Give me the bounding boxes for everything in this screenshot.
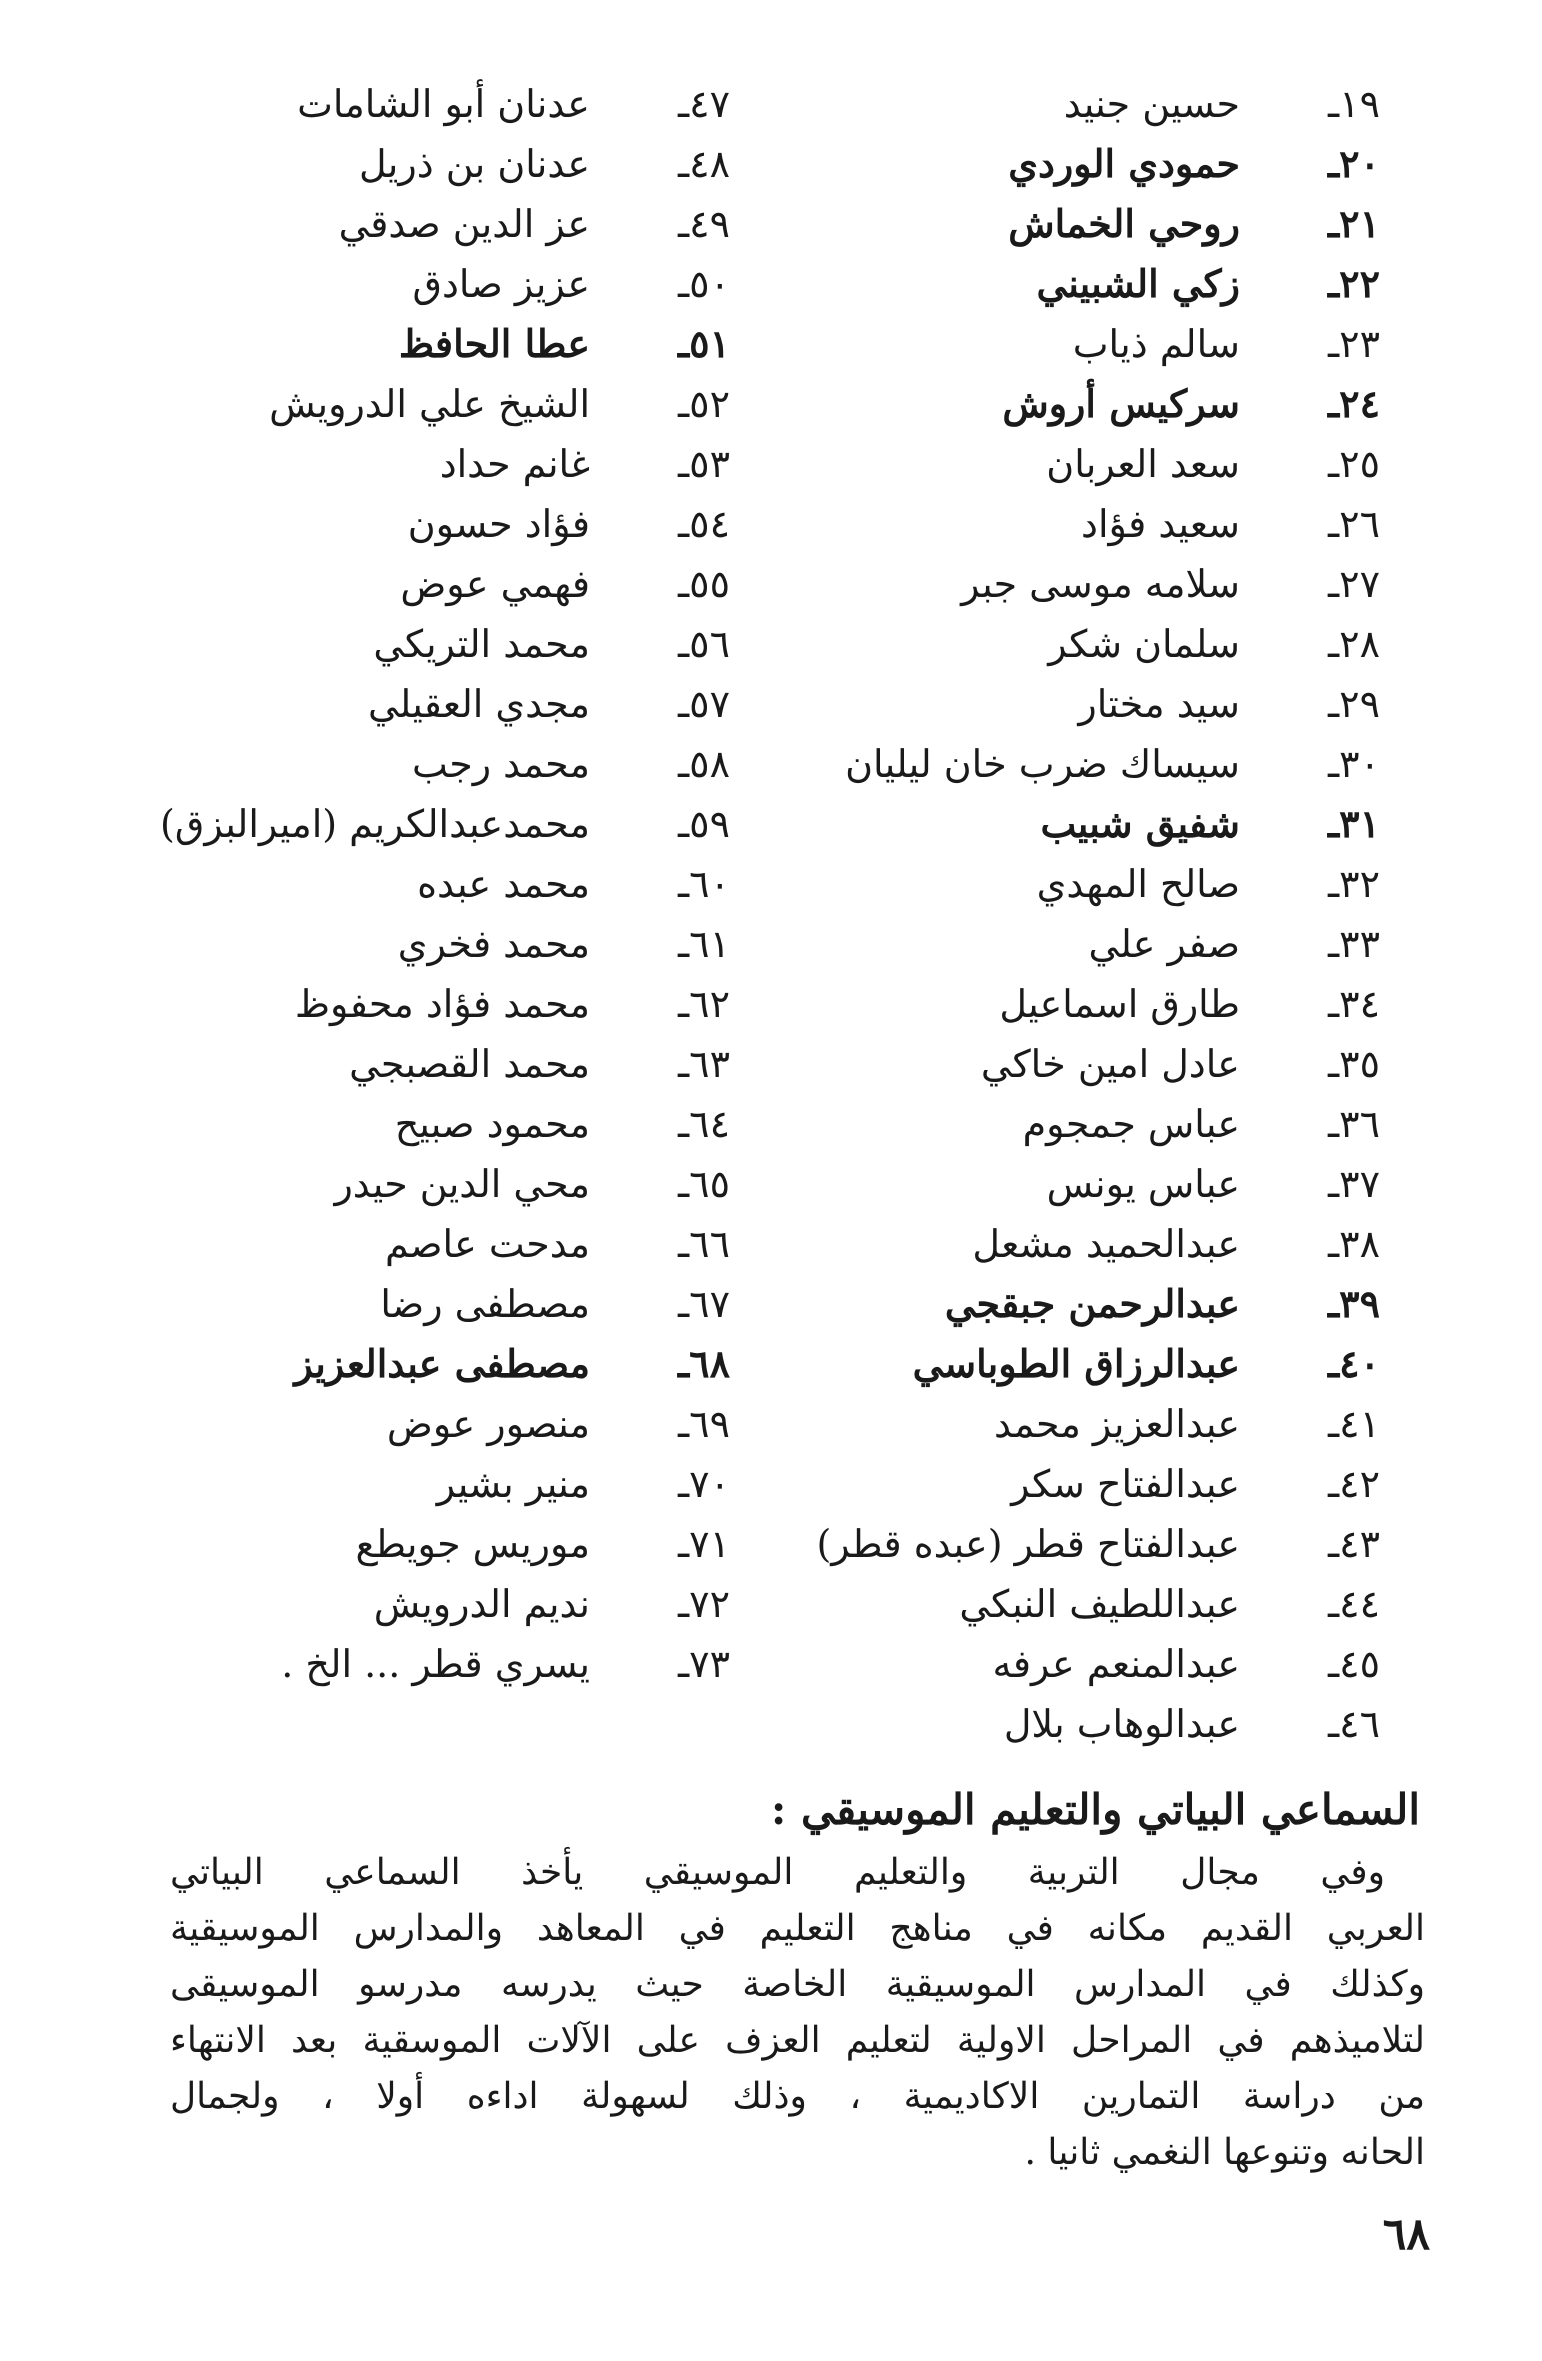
name-entry — [700, 1094, 1380, 1154]
name-entry — [150, 1334, 730, 1394]
entry-name: سعيد فؤاد — [1081, 502, 1240, 546]
entry-name: سيد مختار — [1078, 682, 1240, 726]
entry-number: ٢٣ـ — [1328, 322, 1380, 366]
entry-name: عبدالحميد مشعل — [972, 1222, 1240, 1266]
entry-number: ٥١ـ — [678, 321, 730, 366]
section-paragraph — [170, 1845, 1425, 2181]
entry-name: عبدالوهاب بلال — [1003, 1702, 1240, 1746]
name-entry — [700, 374, 1380, 434]
entry-name: صالح المهدي — [1036, 862, 1240, 906]
entry-number: ٤٠ـ — [1328, 1341, 1380, 1386]
name-entry — [700, 554, 1380, 614]
entry-name: نديم الدرويش — [373, 1582, 590, 1626]
name-entry — [700, 1634, 1380, 1694]
name-entry — [700, 674, 1380, 734]
entry-number: ٦٨ـ — [678, 1341, 730, 1386]
name-entry — [700, 1574, 1380, 1634]
name-entry — [150, 1634, 730, 1694]
entry-number: ٣٦ـ — [1328, 1102, 1380, 1146]
entry-name: عباس يونس — [1046, 1162, 1240, 1206]
entry-name: عبدالعزيز محمد — [994, 1402, 1240, 1446]
entry-name: فؤاد حسون — [407, 502, 590, 546]
name-entry — [150, 134, 730, 194]
name-entry — [150, 1034, 730, 1094]
entry-number: ٥٢ـ — [678, 382, 730, 426]
entry-number: ٦٩ـ — [678, 1402, 730, 1446]
paragraph-line: وفي مجال التربية والتعليم الموسيقي يأخذ السماعي البياتي — [170, 1852, 1385, 1893]
entry-name: روحي الخماش — [1008, 201, 1240, 246]
entry-name: غانم حداد — [439, 442, 590, 486]
entry-name: محمدعبدالكريم (اميرالبزق) — [160, 802, 590, 846]
entry-name: شفيق شبيب — [1040, 801, 1240, 846]
name-entry — [150, 614, 730, 674]
entry-number: ٣٧ـ — [1328, 1162, 1380, 1206]
entry-number: ٦١ـ — [678, 922, 730, 966]
entry-number: ٤٥ـ — [1328, 1642, 1380, 1686]
entry-number: ٥٣ـ — [678, 442, 730, 486]
paragraph-line: وكذلك في المدارس الموسيقية الخاصة حيث يدرسه مدرسو الموسيقى — [170, 1964, 1425, 2005]
entry-number: ٥٥ـ — [678, 562, 730, 606]
name-entry — [150, 1454, 730, 1514]
entry-name: مدحت عاصم — [385, 1222, 590, 1266]
entry-number: ٤٩ـ — [678, 202, 730, 246]
entry-number: ٦٣ـ — [678, 1042, 730, 1086]
name-entry — [150, 1514, 730, 1574]
names-list-left — [150, 74, 730, 1694]
entry-number: ٦٥ـ — [678, 1162, 730, 1206]
entry-name: صفر علي — [1088, 922, 1240, 966]
entry-name: سلمان شكر — [1048, 622, 1240, 666]
entry-name: محمد فخري — [397, 922, 590, 966]
name-entry — [700, 734, 1380, 794]
entry-name: محمد التريكي — [373, 622, 590, 666]
entry-name: عدنان أبو الشامات — [297, 82, 590, 126]
paragraph-line: لتلاميذهم في المراحل الاولية لتعليم العزف على الآلات الموسقية بعد الانتهاء — [170, 2020, 1425, 2061]
name-entry — [700, 134, 1380, 194]
name-entry — [700, 1154, 1380, 1214]
name-entry — [700, 1394, 1380, 1454]
name-entry — [700, 1454, 1380, 1514]
entry-name: عبداللطيف النبكي — [959, 1582, 1240, 1626]
entry-name: زكي الشبيني — [1036, 261, 1240, 306]
name-entry — [700, 494, 1380, 554]
entry-name: فهمي عوض — [400, 562, 590, 606]
entry-name: عبدالفتاح قطر (عبده قطر) — [816, 1522, 1240, 1566]
entry-number: ٤٨ـ — [678, 142, 730, 186]
entry-number: ٤٣ـ — [1328, 1522, 1380, 1566]
name-entry — [700, 1034, 1380, 1094]
entry-number: ٣٠ـ — [1328, 742, 1380, 786]
entry-name: يسري قطر ... الخ . — [281, 1642, 590, 1686]
name-entry — [150, 74, 730, 134]
name-entry — [150, 914, 730, 974]
entry-number: ٤٧ـ — [678, 82, 730, 126]
entry-number: ٢٢ـ — [1328, 261, 1380, 306]
name-entry — [700, 314, 1380, 374]
entry-name: عبدالرزاق الطوباسي — [912, 1341, 1240, 1386]
entry-number: ٢٩ـ — [1328, 682, 1380, 726]
entry-name: منير بشير — [436, 1462, 590, 1506]
entry-name: موريس جويطع — [355, 1522, 590, 1566]
entry-name: محمد رجب — [411, 742, 590, 786]
entry-number: ٤٢ـ — [1328, 1462, 1380, 1506]
name-entry — [150, 1214, 730, 1274]
entry-number: ٤١ـ — [1328, 1402, 1380, 1446]
name-entry — [700, 1694, 1380, 1754]
name-entry — [150, 854, 730, 914]
entry-number: ٦٤ـ — [678, 1102, 730, 1146]
entry-name: عباس جمجوم — [1022, 1102, 1240, 1146]
entry-name: سالم ذياب — [1072, 322, 1240, 366]
entry-name: عبدالمنعم عرفه — [992, 1642, 1240, 1686]
name-entry — [150, 254, 730, 314]
entry-name: سيساك ضرب خان ليليان — [845, 742, 1240, 786]
entry-number: ٦٢ـ — [678, 982, 730, 1026]
entry-number: ٥٧ـ — [678, 682, 730, 726]
entry-number: ٣٩ـ — [1328, 1281, 1380, 1326]
entry-name: مصطفى رضا — [380, 1282, 590, 1326]
entry-number: ٢٥ـ — [1328, 442, 1380, 486]
entry-number: ٥٦ـ — [678, 622, 730, 666]
entry-number: ٣٢ـ — [1328, 862, 1380, 906]
entry-number: ٧٢ـ — [678, 1582, 730, 1626]
name-entry — [150, 1154, 730, 1214]
name-entry — [700, 854, 1380, 914]
entry-name: مجدي العقيلي — [367, 682, 590, 726]
entry-number: ٧٣ـ — [678, 1642, 730, 1686]
name-entry — [700, 194, 1380, 254]
names-list-right — [700, 74, 1380, 1754]
name-entry — [150, 734, 730, 794]
entry-number: ٧١ـ — [678, 1522, 730, 1566]
name-entry — [700, 254, 1380, 314]
name-entry — [150, 1094, 730, 1154]
name-entry — [700, 974, 1380, 1034]
entry-name: محمد القصبجي — [349, 1042, 590, 1086]
page-number: ٦٨ — [1382, 2209, 1430, 2260]
entry-number: ٣١ـ — [1328, 801, 1380, 846]
entry-name: سعد العربان — [1046, 442, 1240, 486]
entry-name: منصور عوض — [386, 1402, 590, 1446]
entry-number: ٣٨ـ — [1328, 1222, 1380, 1266]
name-entry — [700, 74, 1380, 134]
name-entry — [150, 1274, 730, 1334]
entry-number: ٤٤ـ — [1328, 1582, 1380, 1626]
name-entry — [150, 674, 730, 734]
entry-name: محمد عبده — [417, 862, 590, 906]
entry-name: عادل امين خاكي — [980, 1042, 1240, 1086]
entry-name: عدنان بن ذريل — [359, 142, 590, 186]
name-entry — [700, 1214, 1380, 1274]
entry-name: محي الدين حيدر — [334, 1162, 590, 1206]
entry-name: الشيخ علي الدرويش — [269, 382, 590, 426]
name-entry — [150, 374, 730, 434]
entry-number: ٢٧ـ — [1328, 562, 1380, 606]
entry-number: ٢١ـ — [1328, 201, 1380, 246]
paragraph-line: العربي القديم مكانه في مناهج التعليم في المعاهد والمدارس الموسيقية — [170, 1908, 1425, 1949]
entry-name: حمودي الوردي — [1008, 141, 1240, 186]
entry-number: ٢٠ـ — [1328, 141, 1380, 186]
name-entry — [150, 1394, 730, 1454]
name-entry — [150, 194, 730, 254]
entry-number: ٤٦ـ — [1328, 1702, 1380, 1746]
entry-name: عزيز صادق — [412, 262, 590, 306]
entry-number: ٦٠ـ — [678, 862, 730, 906]
name-entry — [700, 1514, 1380, 1574]
name-entry — [700, 914, 1380, 974]
entry-name: حسين جنيد — [1063, 82, 1240, 126]
entry-name: عز الدين صدقي — [338, 202, 590, 246]
entry-number: ٣٤ـ — [1328, 982, 1380, 1026]
entry-number: ٥٤ـ — [678, 502, 730, 546]
entry-name: سركيس أروش — [1002, 381, 1240, 426]
paragraph-line: من دراسة التمارين الاكاديمية ، وذلك لسهولة اداءه أولا ، ولجمال — [170, 2076, 1425, 2117]
name-entry — [150, 314, 730, 374]
entry-number: ٢٤ـ — [1328, 381, 1380, 426]
name-entry — [700, 1334, 1380, 1394]
name-entry — [150, 494, 730, 554]
entry-name: طارق اسماعيل — [999, 982, 1240, 1026]
paragraph-line: الحانه وتنوعها النغمي ثانيا . — [1024, 2132, 1425, 2173]
entry-number: ٣٣ـ — [1328, 922, 1380, 966]
name-entry — [150, 794, 730, 854]
entry-number: ٥٠ـ — [678, 262, 730, 306]
entry-name: مصطفى عبدالعزيز — [294, 1341, 590, 1386]
entry-name: محمد فؤاد محفوظ — [294, 982, 590, 1026]
entry-name: محمود صبيح — [394, 1102, 590, 1146]
entry-name: عطا الحافظ — [398, 321, 590, 366]
entry-name: عبدالرحمن جبقجي — [944, 1281, 1240, 1326]
entry-number: ٧٠ـ — [678, 1462, 730, 1506]
name-entry — [150, 1574, 730, 1634]
section-heading: السماعي البياتي والتعليم الموسيقي : — [770, 1785, 1420, 1834]
entry-number: ٢٦ـ — [1328, 502, 1380, 546]
entry-number: ٥٨ـ — [678, 742, 730, 786]
entry-number: ٦٧ـ — [678, 1282, 730, 1326]
name-entry — [700, 434, 1380, 494]
name-entry — [150, 554, 730, 614]
entry-number: ٦٦ـ — [678, 1222, 730, 1266]
name-entry — [150, 974, 730, 1034]
name-entry — [150, 434, 730, 494]
entry-number: ٣٥ـ — [1328, 1042, 1380, 1086]
entry-name: عبدالفتاح سكر — [1011, 1462, 1240, 1506]
name-entry — [700, 1274, 1380, 1334]
entry-number: ٥٩ـ — [678, 802, 730, 846]
entry-number: ١٩ـ — [1328, 82, 1380, 126]
name-entry — [700, 614, 1380, 674]
entry-number: ٢٨ـ — [1328, 622, 1380, 666]
entry-name: سلامه موسى جبر — [961, 562, 1240, 606]
name-entry — [700, 794, 1380, 854]
